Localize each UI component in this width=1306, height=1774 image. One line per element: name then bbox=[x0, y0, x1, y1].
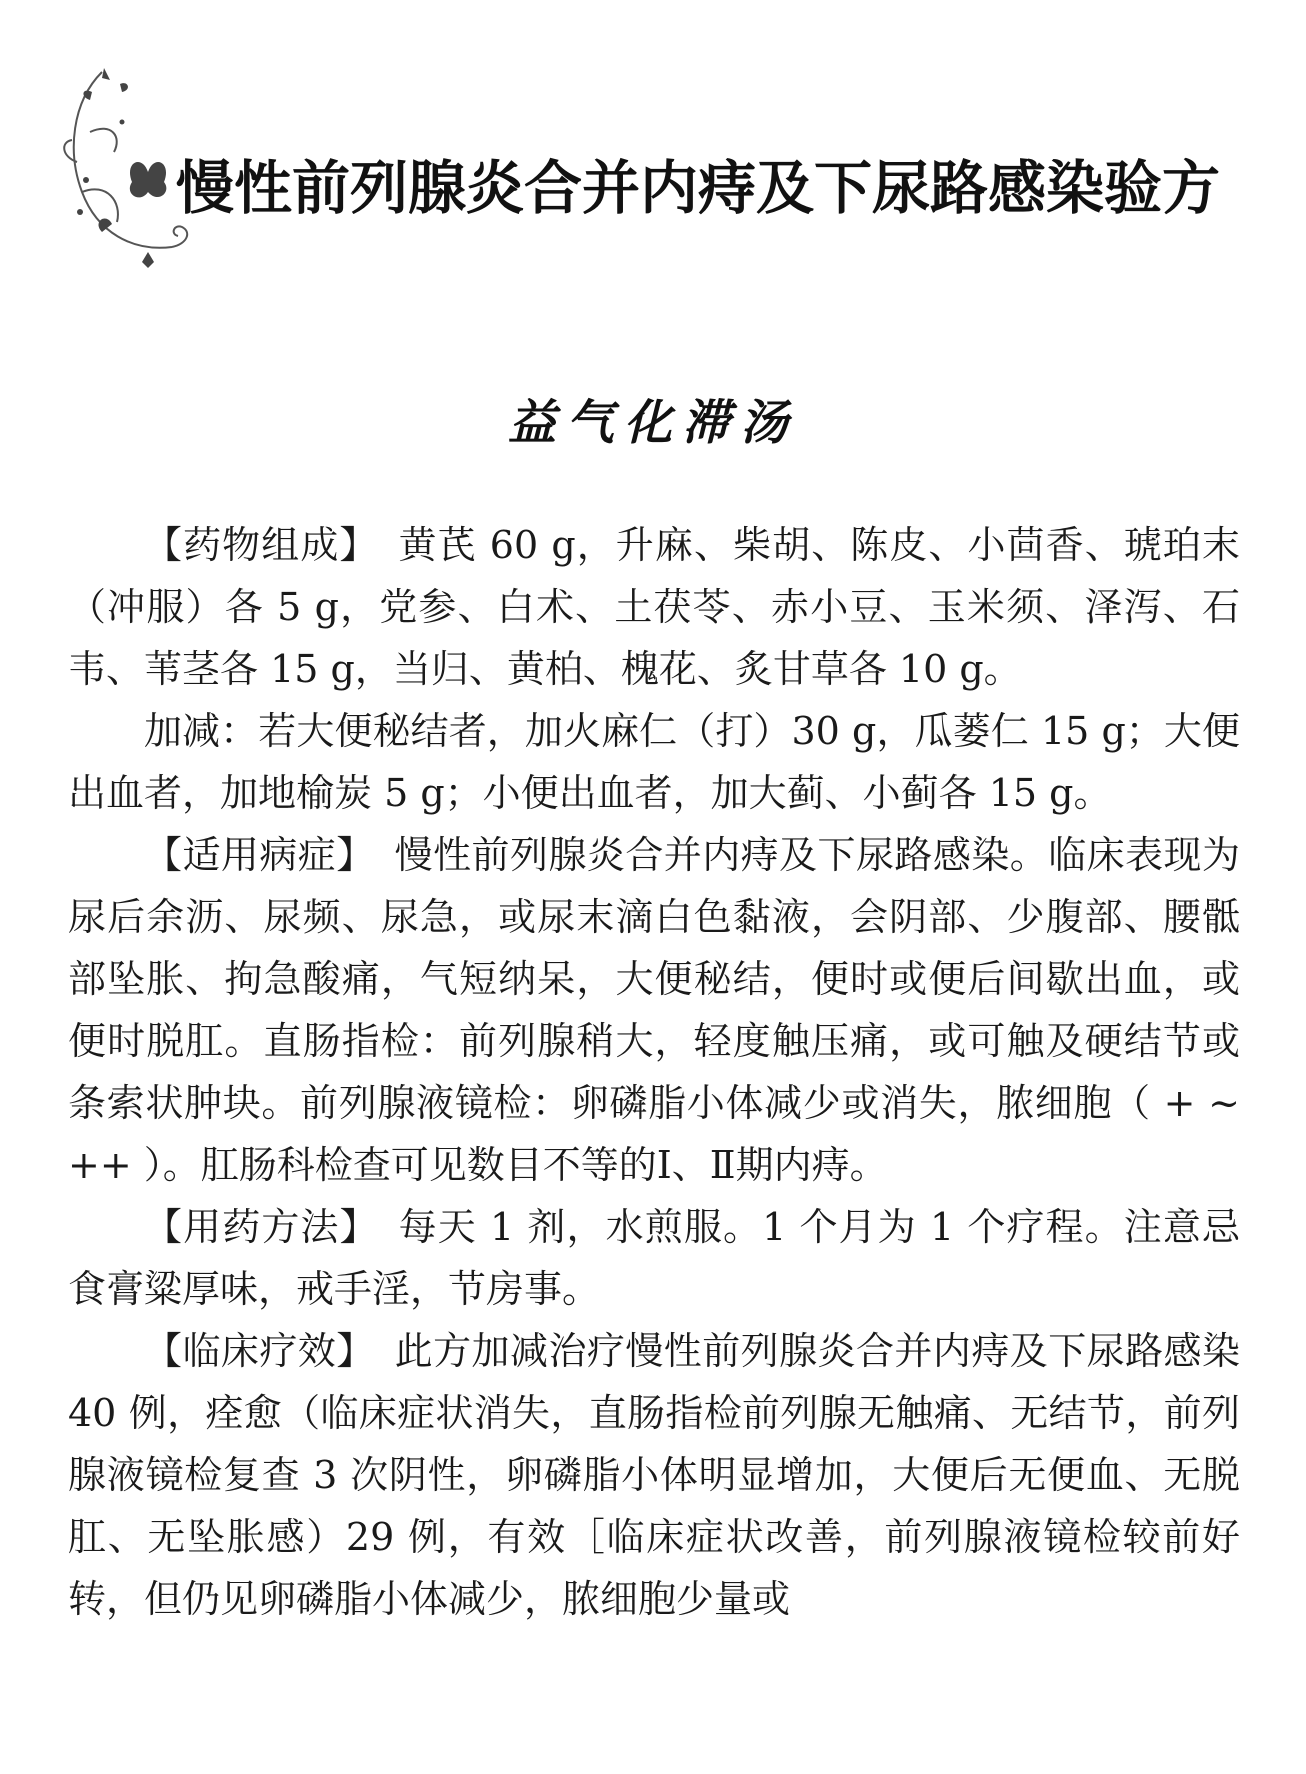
paragraph-efficacy bbox=[68, 1320, 1240, 1630]
paragraph-indications bbox=[68, 824, 1240, 1196]
paragraph-label: 【适用病症】 bbox=[144, 833, 375, 877]
paragraph-label: 【药物组成】 bbox=[144, 523, 379, 567]
paragraph-text: 慢性前列腺炎合并内痔及下尿路感染。临床表现为尿后余沥、尿频、尿急，或尿末滴白色黏液，会阴部、少腹部、腰骶部坠胀、拘急酸痛，气短纳呆，大便秘结，便时或便后间歇出血，或便时脱肛。直肠指检：前列腺稍大，轻度触压痛，或可触及硬结节或条索状肿块。前列腺液镜检：卵磷脂小体减少或消失，脓细胞（ + ~ ++ ）。肛肠科检查可见数目不等的Ⅰ、Ⅱ期内痔。 bbox=[68, 833, 1240, 1187]
paragraph-text: 加减：若大便秘结者，加火麻仁（打）30 g，瓜蒌仁 15 g；大便出血者，加地榆炭 5 g；小便出血者，加大蓟、小蓟各 15 g。 bbox=[68, 709, 1240, 815]
paragraph-label: 【临床疗效】 bbox=[144, 1329, 375, 1373]
body-text bbox=[68, 514, 1240, 1630]
paragraph-composition bbox=[68, 514, 1240, 700]
chapter-title: 慢性前列腺炎合并内痔及下尿路感染验方 bbox=[176, 154, 1221, 222]
paragraph-text: 此方加减治疗慢性前列腺炎合并内痔及下尿路感染 40 例，痊愈（临床症状消失，直肠指检前列腺无触痛、无结节，前列腺液镜检复查 3 次阴性，卵磷脂小体明显增加，大便后无便血、无脱肛、无坠胀感）29 例，有效［临床症状改善，前列腺液镜检较前好转，但仍见卵磷脂小体减少，脓细胞少量或 bbox=[68, 1329, 1240, 1621]
section-title: 益气化滞汤 bbox=[507, 395, 798, 451]
paragraph-modification bbox=[68, 700, 1240, 824]
paragraph-text: 每天 1 剂，水煎服。1 个月为 1 个疗程。注意忌食膏粱厚味，戒手淫，节房事。 bbox=[68, 1205, 1240, 1311]
paragraph-text: 黄芪 60 g，升麻、柴胡、陈皮、小茴香、琥珀末（冲服）各 5 g，党参、白术、土茯苓、赤小豆、玉米须、泽泻、石韦、苇茎各 15 g，当归、黄柏、槐花、炙甘草各 10 g。 bbox=[68, 523, 1240, 691]
paragraph-label: 【用药方法】 bbox=[144, 1205, 379, 1249]
paragraph-usage bbox=[68, 1196, 1240, 1320]
